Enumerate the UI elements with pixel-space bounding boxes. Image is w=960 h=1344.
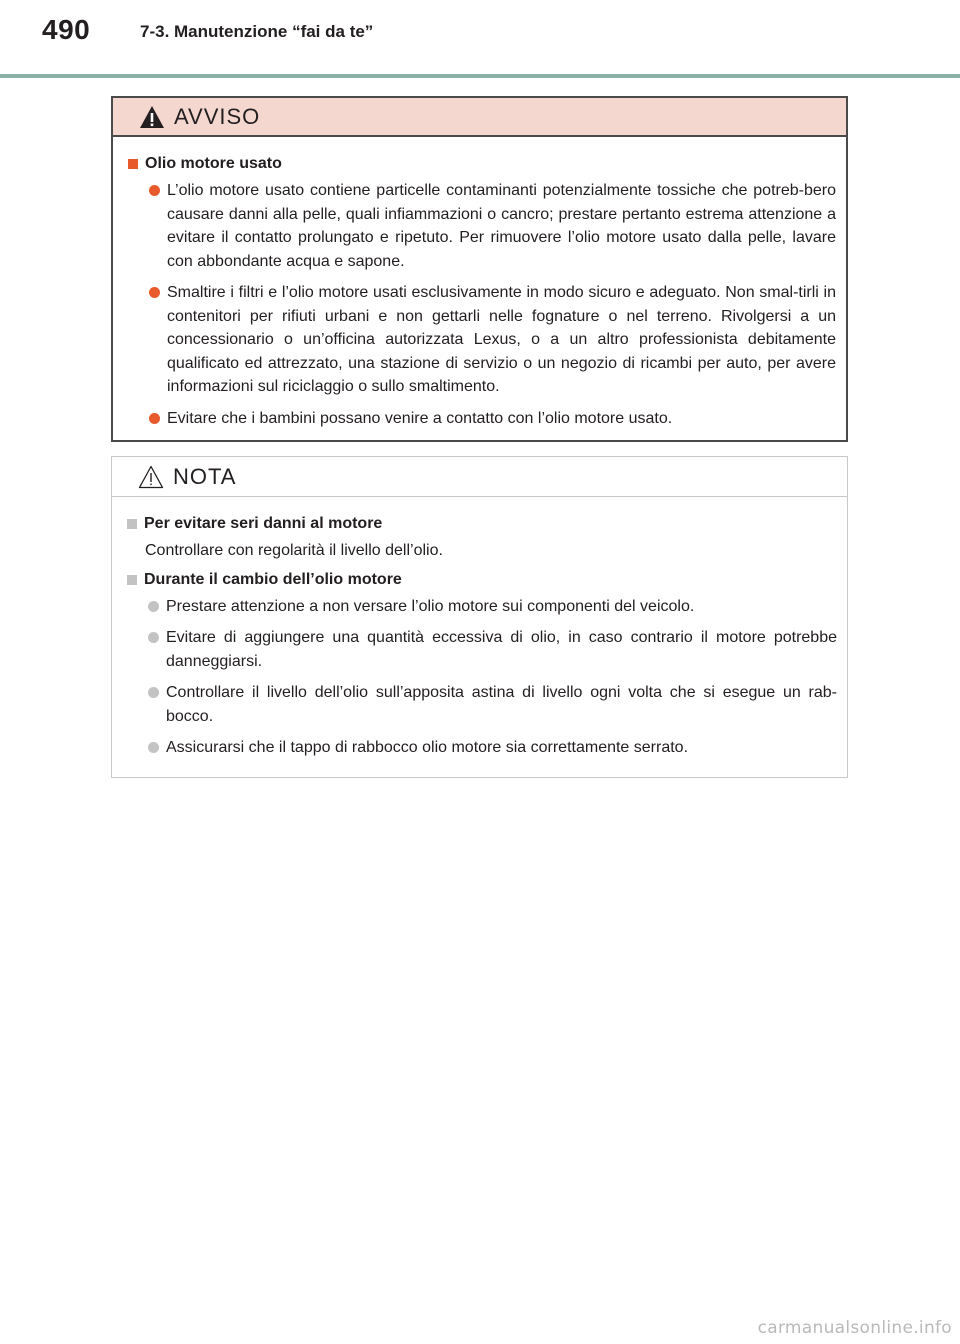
list-item-text: Assicurarsi che il tappo di rabbocco olio motore sia correttamente serrato. xyxy=(166,739,689,756)
warning-box xyxy=(111,96,848,442)
notice-box-title: NOTA xyxy=(173,463,237,489)
list-item-text: Prestare attenzione a non versare l’olio motore sui componenti del veicolo. xyxy=(166,597,695,615)
list-item xyxy=(148,681,837,728)
warning-box-body xyxy=(113,137,846,430)
warning-box-header xyxy=(113,98,846,137)
warning-box-title: AVVISO xyxy=(174,103,261,129)
list-item-text: Evitare di aggiungere una quantità eccessiva di olio, in caso contrario il motore potrebbe danneggiarsi. xyxy=(166,629,837,670)
dot-bullet-icon xyxy=(149,287,160,298)
section-heading xyxy=(127,515,837,533)
header-rule xyxy=(0,74,960,78)
list-item xyxy=(149,281,836,399)
watermark: carmanualsonline.info xyxy=(757,1318,952,1338)
list-item-text: L’olio motore usato contiene particelle contaminanti potenzialmente tossiche che potreb-bero causare danni alla pelle, quali infiammazioni o cancro; prestare pertanto estrema attenzione a evitare il contatto prolungato e ripetuto. Per rimuovere l’olio motore usato dalla pelle, lavare con abbondante acqua e sapone. xyxy=(167,182,836,270)
heading-text: Olio motore usato xyxy=(145,155,282,172)
list-item xyxy=(149,179,836,273)
heading-text: Durante il cambio dell’olio motore xyxy=(144,570,402,588)
square-bullet-icon xyxy=(127,519,137,529)
list-item xyxy=(148,595,837,619)
list-item xyxy=(148,626,837,673)
list-item xyxy=(148,736,837,760)
list-item-text: Evitare che i bambini possano venire a contatto con l’olio motore usato. xyxy=(167,409,673,427)
list-item xyxy=(149,407,836,431)
page-number: 490 xyxy=(42,14,91,45)
square-bullet-icon xyxy=(128,159,138,169)
notice-box-header xyxy=(112,457,847,497)
list-item-text: Smaltire i filtri e l’olio motore usati esclusivamente in modo sicuro e adeguato. Non smal-tirli in contenitori per rifiuti urbani e non gettarli nelle fognature o nel terreno. Rivolgersi a un concessionario o un’officina autorizzata Lexus, o a un altro professionista debitamente qualificato ed attrezzato, una stazione di servizio o un negozio di ricambi per auto, per avere informazioni sul riciclaggio o sullo smaltimento. xyxy=(167,284,836,395)
heading-text: Per evitare seri danni al motore xyxy=(144,515,383,532)
dot-bullet-icon xyxy=(149,413,160,424)
dot-bullet-icon xyxy=(148,632,159,643)
notice-box-body xyxy=(112,497,847,760)
dot-bullet-icon xyxy=(148,601,159,612)
dot-bullet-icon xyxy=(149,185,160,196)
notice-box xyxy=(111,456,848,778)
section-heading xyxy=(127,571,837,589)
caution-triangle-icon xyxy=(138,465,164,489)
warning-triangle-icon xyxy=(139,105,165,129)
section-heading xyxy=(128,155,836,173)
square-bullet-icon xyxy=(127,575,137,585)
list-item-text: Controllare il livello dell’olio sull’apposita astina di livello ogni volta che si esegue un rab-bocco. xyxy=(166,684,837,725)
dot-bullet-icon xyxy=(148,687,159,698)
section-text: Controllare con regolarità il livello dell’olio. xyxy=(145,542,443,559)
section-title: 7-3. Manutenzione “fai da te” xyxy=(140,22,374,41)
dot-bullet-icon xyxy=(148,742,159,753)
page-header xyxy=(0,0,960,78)
